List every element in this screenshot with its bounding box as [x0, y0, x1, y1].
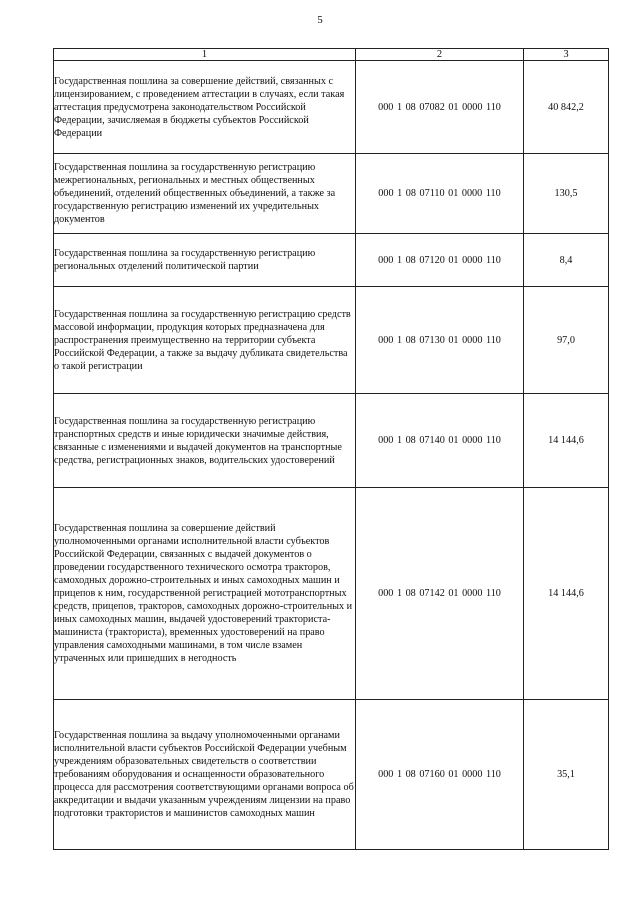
row-code: 000 1 08 07120 01 0000 110 — [356, 234, 524, 287]
budget-revenue-table — [53, 48, 609, 850]
row-code: 000 1 08 07130 01 0000 110 — [356, 287, 524, 394]
row-code: 000 1 08 07142 01 0000 110 — [356, 488, 524, 700]
row-amount: 130,5 — [524, 154, 609, 234]
row-description: Государственная пошлина за государственную регистрацию межрегиональных, региональных и местных общественных объединений, отделений общественных объединений, а также за государственную регистрацию изменений их учредительных документов — [54, 154, 356, 234]
row-description: Государственная пошлина за выдачу уполномоченными органами исполнительной власти субъектов Российской Федерации учебным учреждениям образовательных свидетельств о соответствии требованиям оборудования и оснащенности образовательного процесса для рассмотрения соответствующими органами вопроса об аккредитации и выдачи указанным учреждениям лицензии на право подготовки трактористов и машинистов самоходных машин — [54, 700, 356, 850]
row-code: 000 1 08 07110 01 0000 110 — [356, 154, 524, 234]
row-description: Государственная пошлина за государственную регистрацию региональных отделений политической партии — [54, 234, 356, 287]
row-code: 000 1 08 07140 01 0000 110 — [356, 394, 524, 488]
row-code: 000 1 08 07160 01 0000 110 — [356, 700, 524, 850]
row-description: Государственная пошлина за совершение действий уполномоченными органами исполнительной власти субъектов Российской Федерации, связанных с выдачей документов о проведении государственного технического осмотра тракторов, самоходных дорожно-строительных и иных самоходных машин и прицепов к ним, государственной регистрацией мототранспортных средств, прицепов, тракторов, самоходных дорожно-строительных и иных самоходных машин, выдачей удостоверений тракториста-машиниста (тракториста), временных удостоверений на право управления самоходными машинами, в том числе взамен утраченных или пришедших в негодность — [54, 488, 356, 700]
column-header-1: 1 — [54, 49, 356, 61]
table-header-row — [54, 49, 609, 61]
row-amount: 97,0 — [524, 287, 609, 394]
table-row — [54, 488, 609, 700]
table-row — [54, 287, 609, 394]
table-row — [54, 234, 609, 287]
row-amount: 35,1 — [524, 700, 609, 850]
page-number: 5 — [317, 14, 323, 26]
row-description: Государственная пошлина за совершение действий, связанных с лицензированием, с проведением аттестации в случаях, если такая аттестация предусмотрена законодательством Российской Федерации, зачисляемая в бюджеты субъектов Российской Федерации — [54, 61, 356, 154]
table-row — [54, 61, 609, 154]
row-description: Государственная пошлина за государственную регистрацию средств массовой информации, продукция которых предназначена для распространения преимущественно на территории субъекта Российской Федерации, а также за выдачу дубликата свидетельства о такой регистрации — [54, 287, 356, 394]
column-header-2: 2 — [356, 49, 524, 61]
row-amount: 8,4 — [524, 234, 609, 287]
table-row — [54, 700, 609, 850]
column-header-3: 3 — [524, 49, 609, 61]
table-row — [54, 394, 609, 488]
row-amount: 14 144,6 — [524, 488, 609, 700]
table-row — [54, 154, 609, 234]
row-description: Государственная пошлина за государственную регистрацию транспортных средств и иные юридически значимые действия, связанные с изменениями и выдачей документов на транспортные средства, регистрационных знаков, водительских удостоверений — [54, 394, 356, 488]
row-amount: 40 842,2 — [524, 61, 609, 154]
row-amount: 14 144,6 — [524, 394, 609, 488]
row-code: 000 1 08 07082 01 0000 110 — [356, 61, 524, 154]
